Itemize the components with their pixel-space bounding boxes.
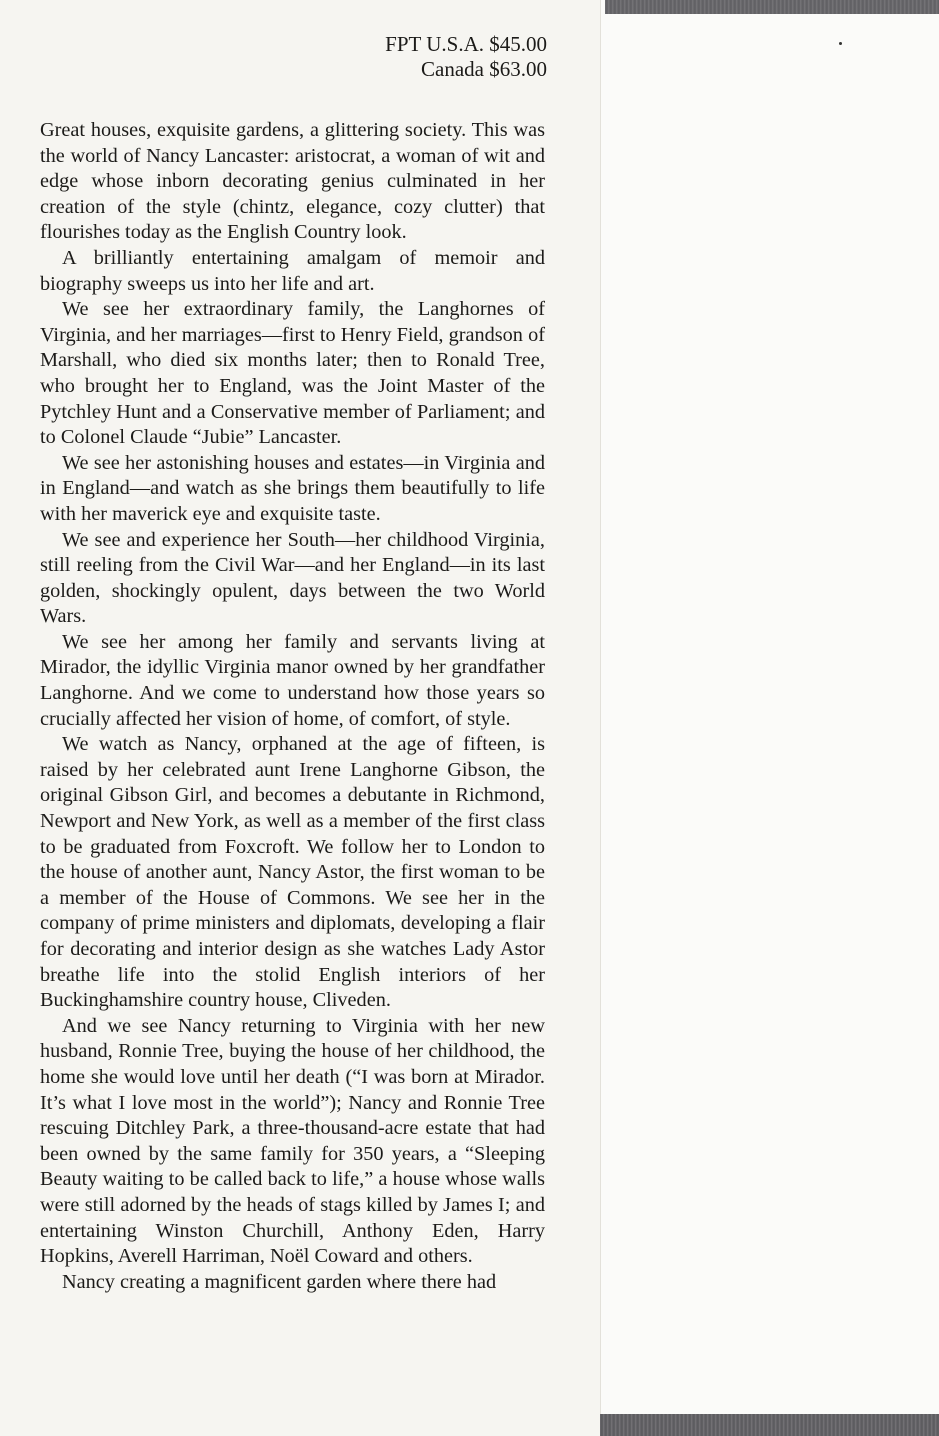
blurb-paragraph: We see her astonishing houses and estates—in Virginia and in England—and watch as she brings them beautifully to life with her maverick eye and exquisite taste.: [40, 451, 545, 525]
blurb-paragraph: A brilliantly entertaining amalgam of memoir and biography sweeps us into her life and art.: [40, 246, 545, 295]
page-mark: [839, 42, 842, 45]
price-usa: FPT U.S.A. $45.00: [385, 32, 547, 56]
blurb-paragraph: We see her among her family and servants living at Mirador, the idyllic Virginia manor owned by her grandfather Langhorne. And we come to understand how those years so crucially affected her vision of home, of comfort, of style.: [40, 630, 545, 730]
flap-blurb: [40, 118, 545, 1295]
price-canada: Canada $63.00: [421, 57, 547, 81]
blurb-paragraph: And we see Nancy returning to Virginia with her new husband, Ronnie Tree, buying the house of her childhood, the home she would love until her death (“I was born at Mirador. It’s what I love most in the world”); Nancy and Ronnie Tree rescuing Ditchley Park, a three-thousand-acre estate that had been owned by the same family for 350 years, a “Sleeping Beauty waiting to be called back to life,” a house whose walls were still adorned by the heads of stags killed by James I; and entertaining Winston Churchill, Anthony Eden, Harry Hopkins, Averell Harriman, Noël Coward and others.: [40, 1014, 545, 1268]
cloth-binding-bottom: [600, 1414, 939, 1436]
book-page: [600, 0, 939, 1436]
cloth-binding-top: [605, 0, 939, 14]
blurb-paragraph: We watch as Nancy, orphaned at the age of fifteen, is raised by her celebrated aunt Irene Langhorne Gibson, the original Gibson Girl, and becomes a debutante in Richmond, Newport and New York, as well as a member of the first class to be graduated from Foxcroft. We follow her to London to the house of another aunt, Nancy Astor, the first woman to be a member of the House of Commons. We see her in the company of prime ministers and diplomats, developing a flair for decorating and interior design as she watches Lady Astor breathe life into the stolid English interiors of her Buckinghamshire country house, Cliveden.: [40, 733, 545, 1012]
price-block: [385, 32, 547, 82]
blurb-paragraph: We see her extraordinary family, the Langhornes of Virginia, and her marriages—first to Henry Field, grandson of Marshall, who died six months later; then to Ronald Tree, who brought her to England, was the Joint Master of the Pytchley Hunt and a Conservative member of Parliament; and to Colonel Claude “Jubie” Lancaster.: [40, 298, 545, 449]
blurb-paragraph: Great houses, exquisite gardens, a glittering society. This was the world of Nancy Lancaster: aristocrat, a woman of wit and edge whose inborn decorating genius culminated in her creation of the style (chintz, elegance, cozy clutter) that flourishes today as the English Country look.: [40, 119, 545, 244]
blurb-paragraph: Nancy creating a magnificent garden where there had: [62, 1270, 497, 1293]
blurb-paragraph: We see and experience her South—her childhood Virginia, still reeling from the Civil War—and her England—in its last golden, shockingly opulent, days between the two World Wars.: [40, 528, 545, 628]
